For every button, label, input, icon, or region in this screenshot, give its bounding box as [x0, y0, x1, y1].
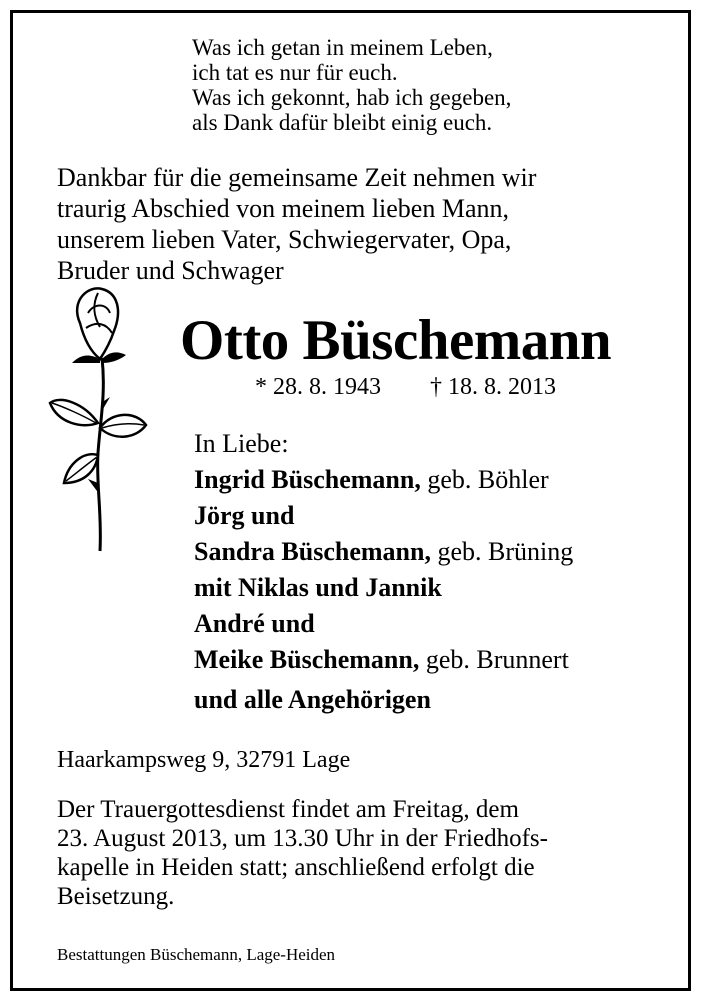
- family-list: [194, 426, 573, 718]
- member-name: André und: [194, 609, 315, 638]
- poem: [192, 35, 511, 135]
- poem-line: als Dank dafür bleibt einig euch.: [192, 110, 493, 135]
- rose-icon: [40, 283, 155, 553]
- family-member: [194, 682, 573, 718]
- family-heading: In Liebe:: [194, 429, 289, 458]
- birth-date: * 28. 8. 1943: [255, 374, 381, 400]
- death-date: † 18. 8. 2013: [430, 374, 556, 400]
- intro-line: Dankbar für die gemeinsame Zeit nehmen wir: [57, 163, 537, 192]
- member-name: Sandra Büschemann,: [194, 537, 431, 566]
- member-maiden-name: geb. Böhler: [420, 465, 549, 494]
- family-member: [194, 534, 573, 570]
- address: Haarkampsweg 9, 32791 Lage: [57, 747, 351, 773]
- member-name: Meike Büschemann,: [194, 645, 420, 674]
- service-line: Beisetzung.: [57, 883, 175, 910]
- member-name: Ingrid Büschemann,: [194, 465, 421, 494]
- member-maiden-name: geb. Brunnert: [419, 645, 569, 674]
- intro-line: unserem lieben Vater, Schwiegervater, Opa,: [57, 225, 512, 254]
- deceased-name: Otto Büschemann: [180, 309, 612, 372]
- poem-line: Was ich gekonnt, hab ich gegeben,: [192, 85, 512, 110]
- service-line: Der Trauergottesdienst findet am Freitag, dem: [57, 796, 519, 823]
- intro-line: Bruder und Schwager: [57, 256, 284, 285]
- service-info: [57, 795, 548, 911]
- member-name: mit Niklas und Jannik: [194, 573, 442, 602]
- family-member: [194, 498, 573, 534]
- poem-line: Was ich getan in meinem Leben,: [192, 35, 493, 60]
- member-maiden-name: geb. Brüning: [430, 537, 574, 566]
- member-name: Jörg und: [194, 501, 295, 530]
- family-member: [194, 642, 573, 678]
- family-member: [194, 606, 573, 642]
- family-member: [194, 462, 573, 498]
- member-name: und alle Angehörigen: [194, 685, 431, 714]
- service-line: 23. August 2013, um 13.30 Uhr in der Friedhofs-: [57, 825, 548, 852]
- poem-line: ich tat es nur für euch.: [192, 60, 398, 85]
- intro-text: [57, 162, 536, 286]
- family-member: [194, 570, 573, 606]
- intro-line: traurig Abschied von meinem lieben Mann,: [57, 194, 510, 223]
- service-line: kapelle in Heiden statt; anschließend erfolgt die: [57, 854, 535, 881]
- funeral-home: Bestattungen Büschemann, Lage-Heiden: [57, 945, 336, 964]
